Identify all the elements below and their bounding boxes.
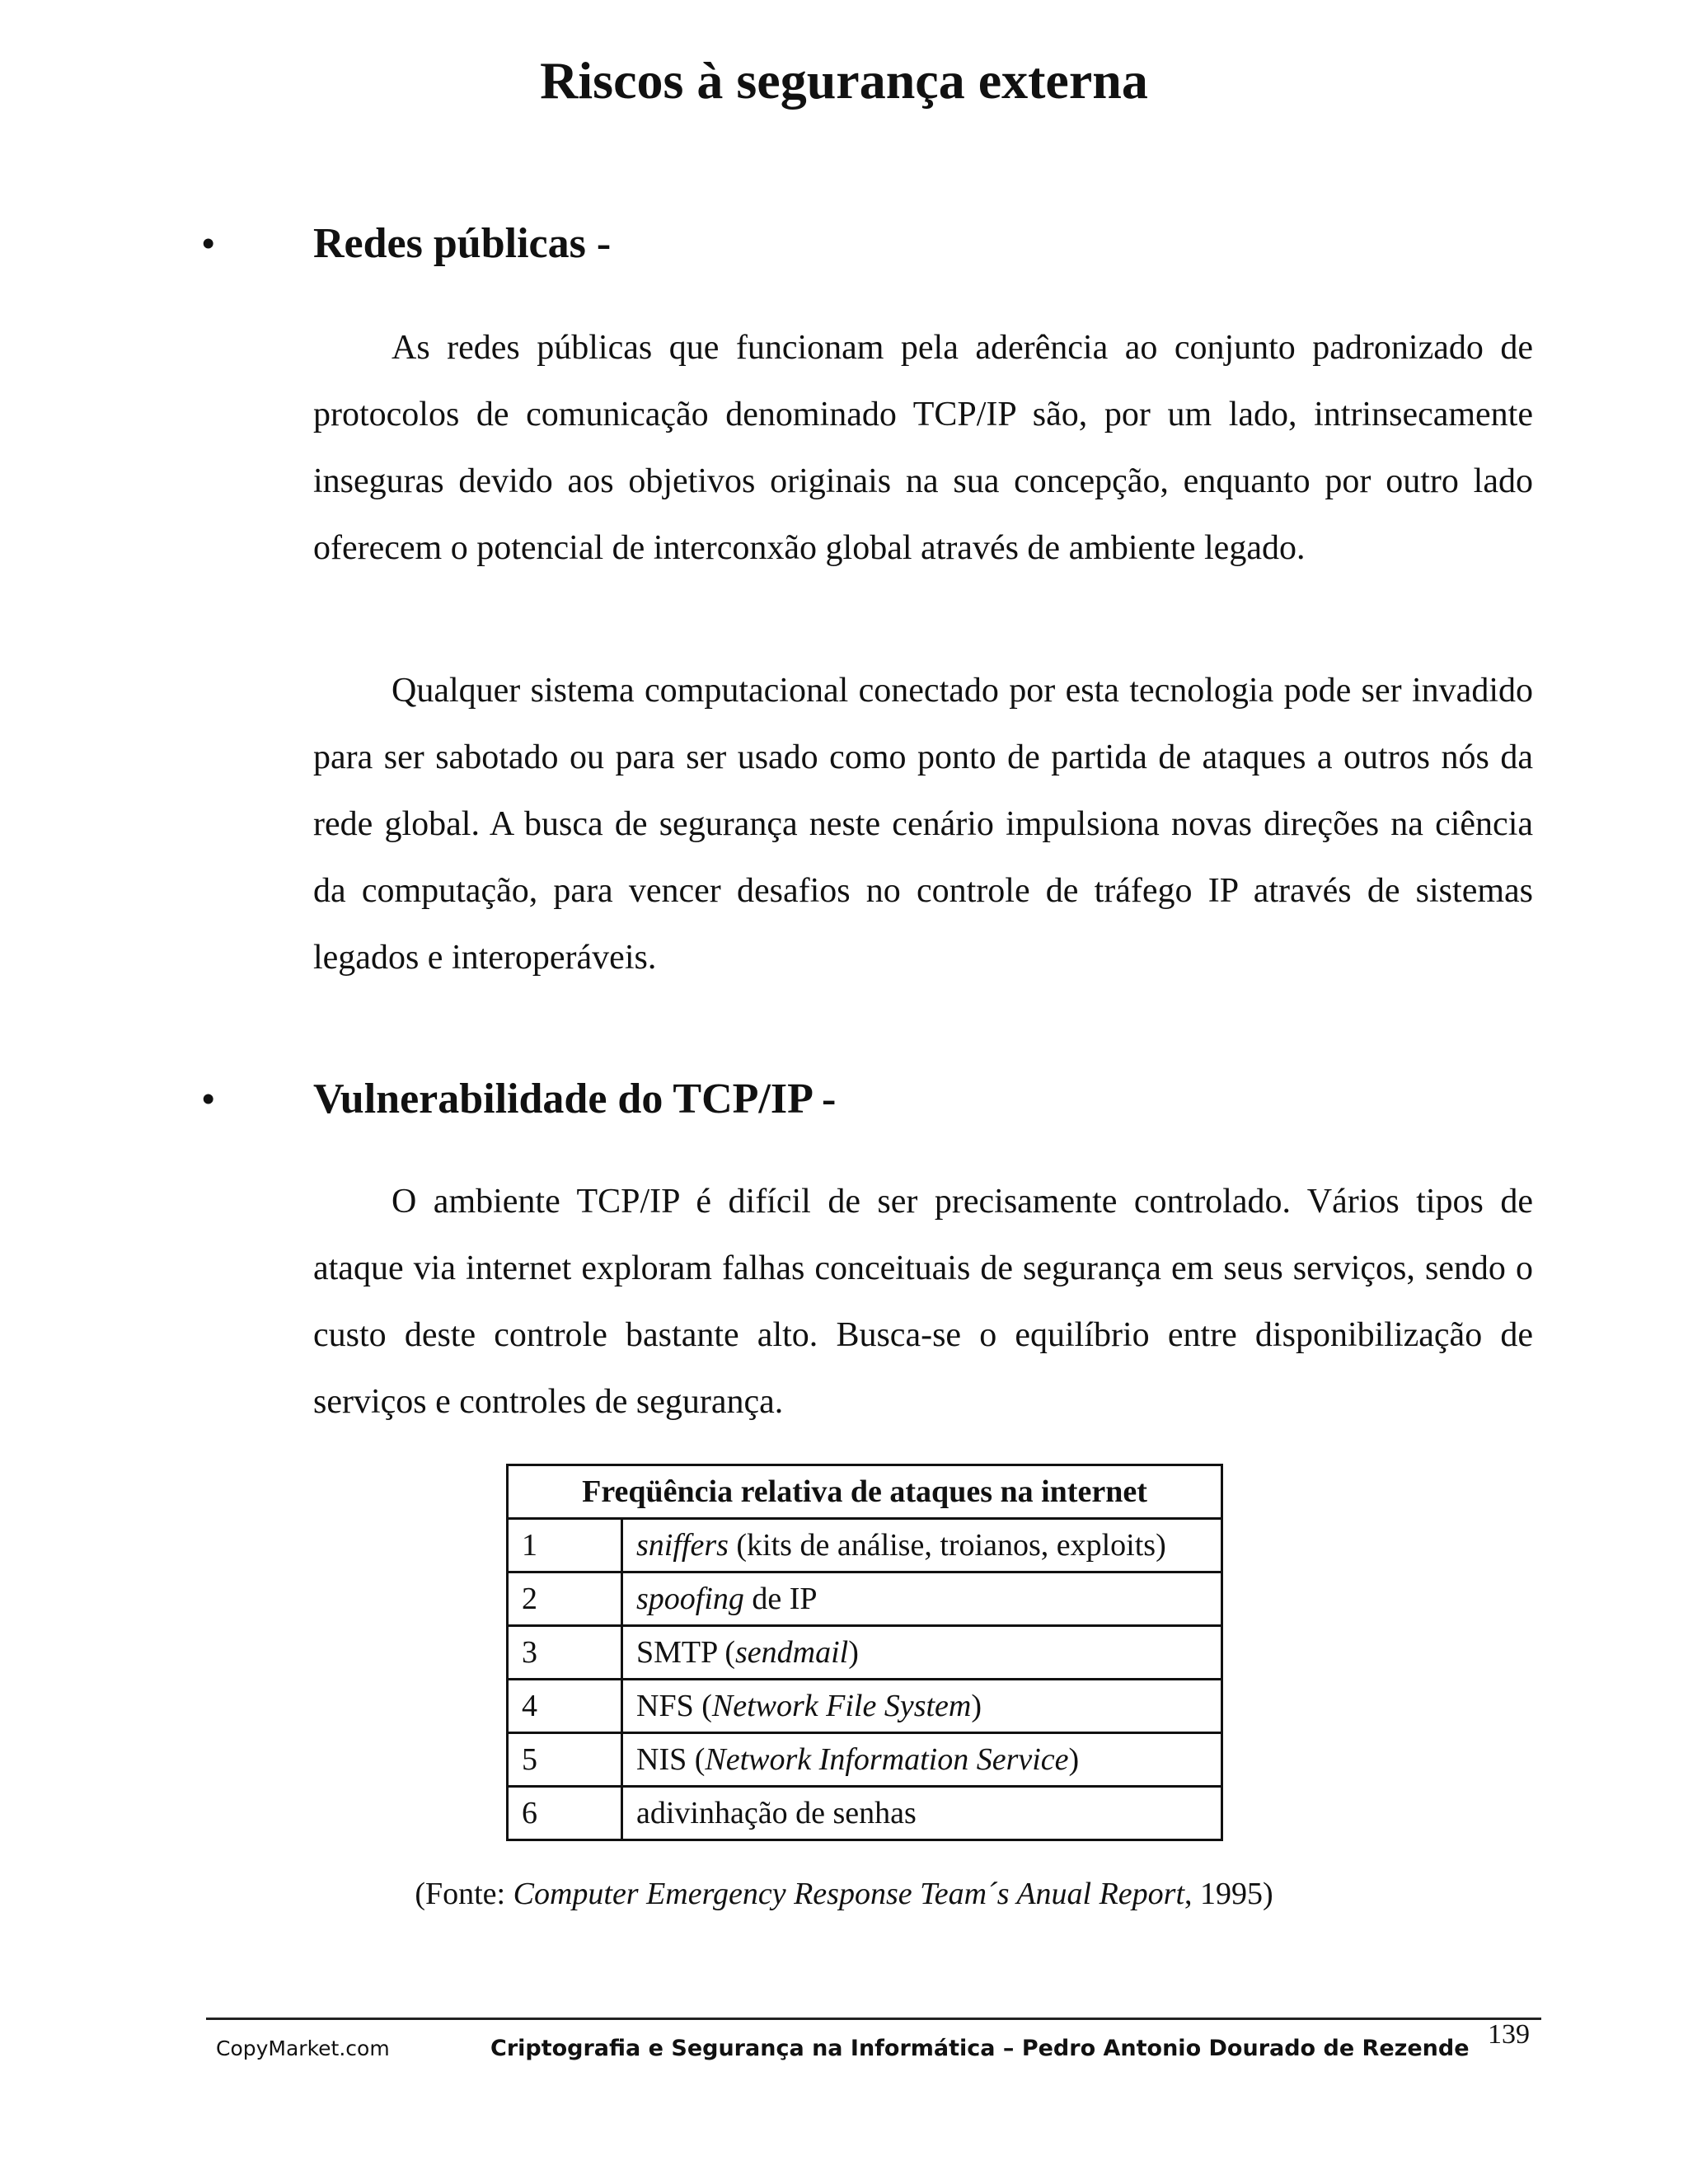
table-row	[508, 1519, 1222, 1572]
table-row	[508, 1787, 1222, 1840]
attack-description-italic: Network File System	[711, 1689, 972, 1723]
table-row	[508, 1626, 1222, 1680]
attack-description-prefix: NIS (	[636, 1742, 706, 1777]
source-prefix: (Fonte:	[415, 1877, 513, 1911]
attack-description-suffix: )	[1068, 1742, 1080, 1777]
source-citation	[0, 1869, 1688, 1919]
attack-description	[622, 1519, 1222, 1572]
attack-frequency-table	[506, 1464, 1223, 1841]
attack-description-italic: Network Information Service	[705, 1742, 1069, 1777]
footer-divider	[206, 2018, 1541, 2020]
attack-description-suffix: )	[848, 1635, 859, 1670]
attack-description-suffix: )	[971, 1689, 982, 1723]
page-number: 139	[1488, 2019, 1530, 2050]
attack-description-normal: (kits de análise, troianos, exploits)	[728, 1528, 1166, 1563]
attack-description-italic: sniffers	[636, 1528, 729, 1563]
footer-book-title: Criptografia e Segurança na Informática – Pedro Antonio Dourado de Rezende	[490, 2036, 1470, 2061]
bullet-icon: •	[202, 223, 215, 264]
section-heading-redes-publicas	[202, 206, 1521, 282]
section-heading-text: Redes públicas -	[313, 220, 612, 267]
table-row	[508, 1733, 1222, 1787]
attack-description-italic: sendmail	[735, 1635, 849, 1670]
footer-site: CopyMarket.com	[216, 2036, 390, 2060]
attack-description-italic: spoofing	[636, 1582, 744, 1616]
attack-rank: 5	[508, 1733, 622, 1787]
bullet-icon: •	[202, 1079, 215, 1119]
table-row	[508, 1680, 1222, 1733]
attack-description-prefix: NFS (	[636, 1689, 712, 1723]
table-row	[508, 1572, 1222, 1626]
table-body	[508, 1519, 1222, 1840]
attack-rank: 4	[508, 1680, 622, 1733]
paragraph-redes-publicas-1: As redes públicas que funcionam pela aderência ao conjunto padronizado de protocolos de comunicação denominado TCP/IP são, por um lado, intrinsecamente inseguras devido aos objetivos originais na sua concepção, enquanto por outro lado oferecem o potencial de interconxão global através de ambiente legado.	[313, 329, 1533, 567]
attack-description-prefix: adivinhação de senhas	[636, 1796, 917, 1830]
attack-description-prefix: SMTP (	[636, 1635, 736, 1670]
attack-description	[622, 1572, 1222, 1626]
source-suffix: , 1995)	[1184, 1877, 1273, 1911]
table-caption: Freqüência relativa de ataques na internet	[508, 1465, 1222, 1519]
section-heading-vulnerabilidade	[202, 1062, 1521, 1137]
attack-rank: 6	[508, 1787, 622, 1840]
attack-rank: 2	[508, 1572, 622, 1626]
page-title: Riscos à segurança externa	[540, 51, 1148, 110]
paragraph-vulnerabilidade: O ambiente TCP/IP é difícil de ser precisamente controlado. Vários tipos de ataque via internet exploram falhas conceituais de segurança em seus serviços, sendo o custo deste controle bastante alto. Busca-se o equilíbrio entre disponibilização de serviços e controles de segurança.	[313, 1183, 1533, 1421]
section-heading-text: Vulnerabilidade do TCP/IP -	[313, 1076, 837, 1122]
attack-rank: 1	[508, 1519, 622, 1572]
attack-description	[622, 1626, 1222, 1680]
source-title: Computer Emergency Response Team´s Anual Report	[513, 1877, 1185, 1911]
attack-rank: 3	[508, 1626, 622, 1680]
attack-description	[622, 1680, 1222, 1733]
attack-description	[622, 1733, 1222, 1787]
attack-description	[622, 1787, 1222, 1840]
attack-description-normal: de IP	[743, 1582, 818, 1616]
paragraph-redes-publicas-2: Qualquer sistema computacional conectado por esta tecnologia pode ser invadido para ser sabotado ou para ser usado como ponto de partida de ataques a outros nós da rede global. A busca de segurança neste cenário impulsiona novas direções na ciência da computação, para vencer desafios no controle de tráfego IP através de sistemas legados e interoperáveis.	[313, 672, 1533, 977]
